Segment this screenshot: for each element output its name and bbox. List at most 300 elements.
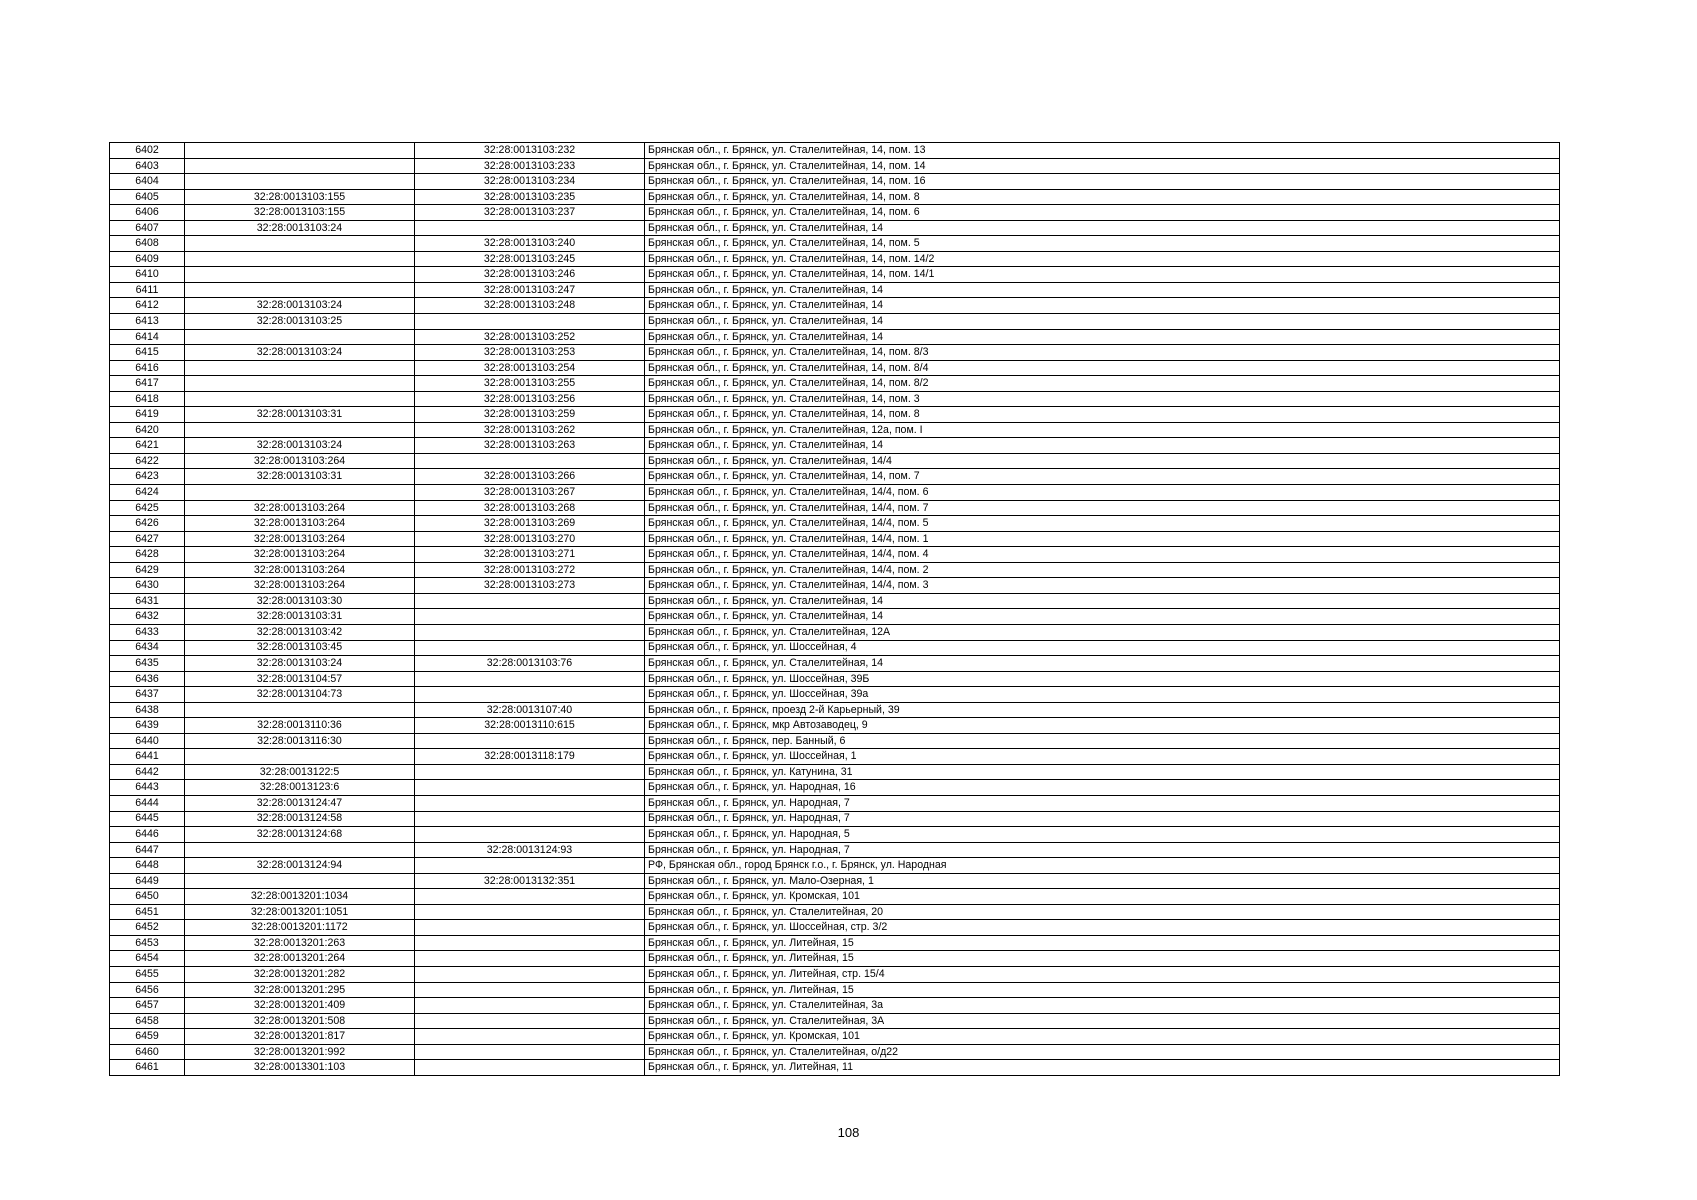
- cadastral-number-cell: 32:28:0013103:269: [415, 516, 645, 532]
- table-row: [110, 1029, 1560, 1045]
- cadastral-number-cell: 32:28:0013103:266: [415, 469, 645, 485]
- cadastral-number-cell: [415, 858, 645, 874]
- parent-cadastral-number-cell: [185, 282, 415, 298]
- cadastral-number-cell: [415, 640, 645, 656]
- table-row: [110, 1060, 1560, 1076]
- address-cell: Брянская обл., г. Брянск, ул. Сталелитейная, 14/4, пом. 6: [645, 485, 1560, 501]
- cadastral-number-cell: 32:28:0013110:615: [415, 718, 645, 734]
- address-cell: Брянская обл., г. Брянск, ул. Сталелитейная, 14: [645, 609, 1560, 625]
- cadastral-number-cell: [415, 966, 645, 982]
- row-number-cell: 6435: [110, 656, 185, 672]
- address-cell: Брянская обл., г. Брянск, ул. Сталелитейная, 14/4, пом. 1: [645, 531, 1560, 547]
- registry-table-body: [110, 143, 1560, 1076]
- table-row: [110, 298, 1560, 314]
- table-row: [110, 314, 1560, 330]
- parent-cadastral-number-cell: [185, 485, 415, 501]
- address-cell: Брянская обл., г. Брянск, ул. Литейная, 11: [645, 1060, 1560, 1076]
- cadastral-number-cell: 32:28:0013103:240: [415, 236, 645, 252]
- address-cell: Брянская обл., г. Брянск, ул. Сталелитейная, 14, пом. 16: [645, 174, 1560, 190]
- parent-cadastral-number-cell: 32:28:0013201:263: [185, 935, 415, 951]
- parent-cadastral-number-cell: 32:28:0013301:103: [185, 1060, 415, 1076]
- cadastral-number-cell: [415, 453, 645, 469]
- cadastral-number-cell: [415, 920, 645, 936]
- row-number-cell: 6444: [110, 795, 185, 811]
- cadastral-number-cell: [415, 982, 645, 998]
- cadastral-number-cell: [415, 764, 645, 780]
- address-cell: Брянская обл., г. Брянск, ул. Народная, 7: [645, 842, 1560, 858]
- address-cell: Брянская обл., г. Брянск, ул. Сталелитейная, 14, пом. 8: [645, 189, 1560, 205]
- row-number-cell: 6432: [110, 609, 185, 625]
- row-number-cell: 6439: [110, 718, 185, 734]
- table-row: [110, 236, 1560, 252]
- row-number-cell: 6460: [110, 1044, 185, 1060]
- registry-table: [109, 142, 1560, 1076]
- cadastral-number-cell: 32:28:0013103:267: [415, 485, 645, 501]
- row-number-cell: 6453: [110, 935, 185, 951]
- row-number-cell: 6437: [110, 687, 185, 703]
- row-number-cell: 6447: [110, 842, 185, 858]
- address-cell: Брянская обл., г. Брянск, проезд 2-й Карьерный, 39: [645, 702, 1560, 718]
- parent-cadastral-number-cell: 32:28:0013103:31: [185, 469, 415, 485]
- parent-cadastral-number-cell: 32:28:0013201:409: [185, 998, 415, 1014]
- row-number-cell: 6414: [110, 329, 185, 345]
- address-cell: Брянская обл., г. Брянск, ул. Сталелитейная, 12А: [645, 624, 1560, 640]
- table-row: [110, 578, 1560, 594]
- cadastral-number-cell: 32:28:0013103:271: [415, 547, 645, 563]
- row-number-cell: 6428: [110, 547, 185, 563]
- row-number-cell: 6423: [110, 469, 185, 485]
- address-cell: Брянская обл., г. Брянск, ул. Сталелитейная, 14/4, пом. 5: [645, 516, 1560, 532]
- cadastral-number-cell: 32:28:0013103:270: [415, 531, 645, 547]
- table-row: [110, 671, 1560, 687]
- address-cell: Брянская обл., г. Брянск, ул. Шоссейная, стр. 3/2: [645, 920, 1560, 936]
- row-number-cell: 6433: [110, 624, 185, 640]
- row-number-cell: 6419: [110, 407, 185, 423]
- address-cell: Брянская обл., г. Брянск, ул. Сталелитейная, 14/4, пом. 3: [645, 578, 1560, 594]
- parent-cadastral-number-cell: 32:28:0013103:42: [185, 624, 415, 640]
- cadastral-number-cell: 32:28:0013103:263: [415, 438, 645, 454]
- row-number-cell: 6407: [110, 220, 185, 236]
- parent-cadastral-number-cell: 32:28:0013201:1034: [185, 889, 415, 905]
- table-row: [110, 593, 1560, 609]
- cadastral-number-cell: 32:28:0013103:234: [415, 174, 645, 190]
- parent-cadastral-number-cell: 32:28:0013201:1051: [185, 904, 415, 920]
- cadastral-number-cell: [415, 951, 645, 967]
- parent-cadastral-number-cell: [185, 251, 415, 267]
- parent-cadastral-number-cell: 32:28:0013103:30: [185, 593, 415, 609]
- address-cell: Брянская обл., г. Брянск, ул. Сталелитейная, 14, пом. 14/2: [645, 251, 1560, 267]
- table-row: [110, 516, 1560, 532]
- row-number-cell: 6457: [110, 998, 185, 1014]
- parent-cadastral-number-cell: 32:28:0013103:24: [185, 220, 415, 236]
- table-row: [110, 749, 1560, 765]
- row-number-cell: 6420: [110, 422, 185, 438]
- address-cell: Брянская обл., г. Брянск, ул. Народная, 5: [645, 827, 1560, 843]
- row-number-cell: 6412: [110, 298, 185, 314]
- row-number-cell: 6408: [110, 236, 185, 252]
- table-row: [110, 1044, 1560, 1060]
- table-row: [110, 251, 1560, 267]
- parent-cadastral-number-cell: 32:28:0013103:264: [185, 453, 415, 469]
- cadastral-number-cell: [415, 687, 645, 703]
- address-cell: Брянская обл., г. Брянск, ул. Литейная, стр. 15/4: [645, 966, 1560, 982]
- cadastral-number-cell: 32:28:0013103:237: [415, 205, 645, 221]
- row-number-cell: 6452: [110, 920, 185, 936]
- address-cell: Брянская обл., г. Брянск, ул. Литейная, 15: [645, 935, 1560, 951]
- parent-cadastral-number-cell: 32:28:0013116:30: [185, 733, 415, 749]
- table-row: [110, 143, 1560, 159]
- cadastral-number-cell: 32:28:0013103:248: [415, 298, 645, 314]
- parent-cadastral-number-cell: 32:28:0013103:264: [185, 547, 415, 563]
- cadastral-number-cell: [415, 671, 645, 687]
- row-number-cell: 6424: [110, 485, 185, 501]
- row-number-cell: 6426: [110, 516, 185, 532]
- address-cell: Брянская обл., г. Брянск, ул. Сталелитейная, о/д22: [645, 1044, 1560, 1060]
- parent-cadastral-number-cell: 32:28:0013201:817: [185, 1029, 415, 1045]
- address-cell: Брянская обл., г. Брянск, ул. Шоссейная, 39Б: [645, 671, 1560, 687]
- parent-cadastral-number-cell: [185, 267, 415, 283]
- row-number-cell: 6454: [110, 951, 185, 967]
- table-row: [110, 780, 1560, 796]
- cadastral-number-cell: 32:28:0013103:235: [415, 189, 645, 205]
- parent-cadastral-number-cell: 32:28:0013103:264: [185, 516, 415, 532]
- row-number-cell: 6451: [110, 904, 185, 920]
- cadastral-number-cell: [415, 1013, 645, 1029]
- row-number-cell: 6456: [110, 982, 185, 998]
- parent-cadastral-number-cell: [185, 842, 415, 858]
- cadastral-number-cell: 32:28:0013103:272: [415, 562, 645, 578]
- parent-cadastral-number-cell: 32:28:0013103:45: [185, 640, 415, 656]
- table-row: [110, 1013, 1560, 1029]
- parent-cadastral-number-cell: 32:28:0013122:5: [185, 764, 415, 780]
- cadastral-number-cell: 32:28:0013103:253: [415, 345, 645, 361]
- row-number-cell: 6409: [110, 251, 185, 267]
- cadastral-number-cell: [415, 780, 645, 796]
- address-cell: Брянская обл., г. Брянск, ул. Шоссейная, 39а: [645, 687, 1560, 703]
- parent-cadastral-number-cell: 32:28:0013124:47: [185, 795, 415, 811]
- address-cell: Брянская обл., г. Брянск, ул. Сталелитейная, 14, пом. 13: [645, 143, 1560, 159]
- address-cell: Брянская обл., г. Брянск, ул. Сталелитейная, 3а: [645, 998, 1560, 1014]
- address-cell: Брянская обл., г. Брянск, ул. Литейная, 15: [645, 982, 1560, 998]
- cadastral-number-cell: 32:28:0013107:40: [415, 702, 645, 718]
- parent-cadastral-number-cell: 32:28:0013103:264: [185, 578, 415, 594]
- cadastral-number-cell: [415, 904, 645, 920]
- table-row: [110, 889, 1560, 905]
- parent-cadastral-number-cell: 32:28:0013103:264: [185, 500, 415, 516]
- cadastral-number-cell: [415, 1060, 645, 1076]
- table-row: [110, 718, 1560, 734]
- parent-cadastral-number-cell: [185, 329, 415, 345]
- address-cell: Брянская обл., г. Брянск, ул. Сталелитейная, 14/4, пом. 2: [645, 562, 1560, 578]
- row-number-cell: 6449: [110, 873, 185, 889]
- parent-cadastral-number-cell: 32:28:0013103:24: [185, 345, 415, 361]
- row-number-cell: 6434: [110, 640, 185, 656]
- table-row: [110, 966, 1560, 982]
- parent-cadastral-number-cell: 32:28:0013103:31: [185, 407, 415, 423]
- row-number-cell: 6403: [110, 158, 185, 174]
- row-number-cell: 6418: [110, 391, 185, 407]
- table-row: [110, 469, 1560, 485]
- table-row: [110, 842, 1560, 858]
- table-row: [110, 982, 1560, 998]
- cadastral-number-cell: 32:28:0013103:247: [415, 282, 645, 298]
- parent-cadastral-number-cell: [185, 873, 415, 889]
- table-row: [110, 827, 1560, 843]
- address-cell: Брянская обл., г. Брянск, ул. Катунина, 31: [645, 764, 1560, 780]
- address-cell: Брянская обл., г. Брянск, ул. Сталелитейная, 14, пом. 14: [645, 158, 1560, 174]
- address-cell: Брянская обл., г. Брянск, ул. Сталелитейная, 14: [645, 298, 1560, 314]
- address-cell: Брянская обл., г. Брянск, ул. Сталелитейная, 14: [645, 329, 1560, 345]
- address-cell: Брянская обл., г. Брянск, ул. Сталелитейная, 14, пом. 14/1: [645, 267, 1560, 283]
- cadastral-number-cell: 32:28:0013124:93: [415, 842, 645, 858]
- table-row: [110, 174, 1560, 190]
- address-cell: Брянская обл., г. Брянск, ул. Сталелитейная, 14: [645, 593, 1560, 609]
- row-number-cell: 6436: [110, 671, 185, 687]
- address-cell: Брянская обл., г. Брянск, ул. Сталелитейная, 14, пом. 8/4: [645, 360, 1560, 376]
- cadastral-number-cell: [415, 624, 645, 640]
- address-cell: Брянская обл., г. Брянск, ул. Кромская, 101: [645, 1029, 1560, 1045]
- cadastral-number-cell: [415, 889, 645, 905]
- parent-cadastral-number-cell: [185, 236, 415, 252]
- parent-cadastral-number-cell: 32:28:0013110:36: [185, 718, 415, 734]
- cadastral-number-cell: 32:28:0013103:232: [415, 143, 645, 159]
- parent-cadastral-number-cell: 32:28:0013124:58: [185, 811, 415, 827]
- row-number-cell: 6416: [110, 360, 185, 376]
- parent-cadastral-number-cell: 32:28:0013103:264: [185, 531, 415, 547]
- row-number-cell: 6415: [110, 345, 185, 361]
- parent-cadastral-number-cell: [185, 158, 415, 174]
- table-row: [110, 702, 1560, 718]
- parent-cadastral-number-cell: [185, 376, 415, 392]
- parent-cadastral-number-cell: [185, 360, 415, 376]
- address-cell: Брянская обл., г. Брянск, ул. Сталелитейная, 14, пом. 6: [645, 205, 1560, 221]
- row-number-cell: 6443: [110, 780, 185, 796]
- cadastral-number-cell: [415, 998, 645, 1014]
- row-number-cell: 6440: [110, 733, 185, 749]
- table-row: [110, 267, 1560, 283]
- address-cell: Брянская обл., г. Брянск, ул. Сталелитейная, 14/4, пом. 7: [645, 500, 1560, 516]
- table-row: [110, 438, 1560, 454]
- table-row: [110, 811, 1560, 827]
- cadastral-number-cell: [415, 935, 645, 951]
- address-cell: Брянская обл., г. Брянск, ул. Сталелитейная, 14, пом. 8/3: [645, 345, 1560, 361]
- parent-cadastral-number-cell: 32:28:0013201:1172: [185, 920, 415, 936]
- address-cell: Брянская обл., г. Брянск, ул. Шоссейная, 1: [645, 749, 1560, 765]
- row-number-cell: 6442: [110, 764, 185, 780]
- address-cell: Брянская обл., г. Брянск, ул. Сталелитейная, 14, пом. 8/2: [645, 376, 1560, 392]
- table-row: [110, 220, 1560, 236]
- table-row: [110, 360, 1560, 376]
- row-number-cell: 6417: [110, 376, 185, 392]
- cadastral-number-cell: [415, 811, 645, 827]
- table-row: [110, 376, 1560, 392]
- table-row: [110, 687, 1560, 703]
- address-cell: Брянская обл., г. Брянск, ул. Сталелитейная, 14: [645, 656, 1560, 672]
- table-row: [110, 764, 1560, 780]
- address-cell: Брянская обл., г. Брянск, ул. Шоссейная, 4: [645, 640, 1560, 656]
- row-number-cell: 6429: [110, 562, 185, 578]
- parent-cadastral-number-cell: 32:28:0013201:295: [185, 982, 415, 998]
- parent-cadastral-number-cell: 32:28:0013201:264: [185, 951, 415, 967]
- table-row: [110, 873, 1560, 889]
- parent-cadastral-number-cell: 32:28:0013103:24: [185, 298, 415, 314]
- parent-cadastral-number-cell: 32:28:0013103:155: [185, 205, 415, 221]
- address-cell: Брянская обл., г. Брянск, ул. Народная, 7: [645, 811, 1560, 827]
- parent-cadastral-number-cell: 32:28:0013103:31: [185, 609, 415, 625]
- cadastral-number-cell: 32:28:0013103:254: [415, 360, 645, 376]
- table-row: [110, 562, 1560, 578]
- row-number-cell: 6431: [110, 593, 185, 609]
- parent-cadastral-number-cell: 32:28:0013103:155: [185, 189, 415, 205]
- table-row: [110, 391, 1560, 407]
- address-cell: Брянская обл., г. Брянск, ул. Сталелитейная, 14: [645, 314, 1560, 330]
- cadastral-number-cell: 32:28:0013103:268: [415, 500, 645, 516]
- row-number-cell: 6402: [110, 143, 185, 159]
- table-row: [110, 951, 1560, 967]
- row-number-cell: 6411: [110, 282, 185, 298]
- row-number-cell: 6459: [110, 1029, 185, 1045]
- table-row: [110, 282, 1560, 298]
- table-row: [110, 733, 1560, 749]
- cadastral-number-cell: 32:28:0013103:245: [415, 251, 645, 267]
- parent-cadastral-number-cell: 32:28:0013104:57: [185, 671, 415, 687]
- parent-cadastral-number-cell: [185, 749, 415, 765]
- address-cell: Брянская обл., г. Брянск, ул. Сталелитейная, 14, пом. 8: [645, 407, 1560, 423]
- row-number-cell: 6430: [110, 578, 185, 594]
- parent-cadastral-number-cell: 32:28:0013104:73: [185, 687, 415, 703]
- row-number-cell: 6422: [110, 453, 185, 469]
- address-cell: Брянская обл., г. Брянск, ул. Народная, 16: [645, 780, 1560, 796]
- parent-cadastral-number-cell: 32:28:0013201:992: [185, 1044, 415, 1060]
- table-row: [110, 422, 1560, 438]
- address-cell: Брянская обл., г. Брянск, ул. Сталелитейная, 3А: [645, 1013, 1560, 1029]
- cadastral-number-cell: [415, 795, 645, 811]
- cadastral-number-cell: [415, 220, 645, 236]
- table-row: [110, 329, 1560, 345]
- cadastral-number-cell: 32:28:0013103:246: [415, 267, 645, 283]
- parent-cadastral-number-cell: 32:28:0013103:264: [185, 562, 415, 578]
- row-number-cell: 6445: [110, 811, 185, 827]
- cadastral-number-cell: 32:28:0013103:256: [415, 391, 645, 407]
- row-number-cell: 6427: [110, 531, 185, 547]
- cadastral-number-cell: [415, 314, 645, 330]
- address-cell: Брянская обл., г. Брянск, ул. Литейная, 15: [645, 951, 1560, 967]
- table-row: [110, 920, 1560, 936]
- cadastral-number-cell: [415, 1029, 645, 1045]
- table-row: [110, 407, 1560, 423]
- parent-cadastral-number-cell: 32:28:0013124:68: [185, 827, 415, 843]
- table-row: [110, 935, 1560, 951]
- table-row: [110, 858, 1560, 874]
- row-number-cell: 6455: [110, 966, 185, 982]
- table-row: [110, 904, 1560, 920]
- table-row: [110, 531, 1560, 547]
- parent-cadastral-number-cell: [185, 702, 415, 718]
- address-cell: Брянская обл., г. Брянск, ул. Сталелитейная, 14/4, пом. 4: [645, 547, 1560, 563]
- address-cell: Брянская обл., г. Брянск, ул. Мало-Озерная, 1: [645, 873, 1560, 889]
- address-cell: Брянская обл., г. Брянск, ул. Сталелитейная, 20: [645, 904, 1560, 920]
- cadastral-number-cell: [415, 609, 645, 625]
- cadastral-number-cell: [415, 1044, 645, 1060]
- cadastral-number-cell: 32:28:0013103:233: [415, 158, 645, 174]
- parent-cadastral-number-cell: 32:28:0013123:6: [185, 780, 415, 796]
- table-row: [110, 500, 1560, 516]
- address-cell: Брянская обл., г. Брянск, ул. Народная, 7: [645, 795, 1560, 811]
- address-cell: Брянская обл., г. Брянск, ул. Сталелитейная, 14: [645, 282, 1560, 298]
- address-cell: Брянская обл., г. Брянск, ул. Кромская, 101: [645, 889, 1560, 905]
- parent-cadastral-number-cell: [185, 391, 415, 407]
- row-number-cell: 6441: [110, 749, 185, 765]
- parent-cadastral-number-cell: [185, 174, 415, 190]
- row-number-cell: 6438: [110, 702, 185, 718]
- row-number-cell: 6406: [110, 205, 185, 221]
- row-number-cell: 6461: [110, 1060, 185, 1076]
- cadastral-number-cell: [415, 593, 645, 609]
- address-cell: Брянская обл., г. Брянск, мкр Автозаводец, 9: [645, 718, 1560, 734]
- row-number-cell: 6413: [110, 314, 185, 330]
- row-number-cell: 6410: [110, 267, 185, 283]
- address-cell: Брянская обл., г. Брянск, ул. Сталелитейная, 14, пом. 3: [645, 391, 1560, 407]
- parent-cadastral-number-cell: 32:28:0013103:25: [185, 314, 415, 330]
- row-number-cell: 6448: [110, 858, 185, 874]
- cadastral-number-cell: 32:28:0013103:255: [415, 376, 645, 392]
- table-row: [110, 998, 1560, 1014]
- row-number-cell: 6405: [110, 189, 185, 205]
- parent-cadastral-number-cell: 32:28:0013201:282: [185, 966, 415, 982]
- cadastral-number-cell: 32:28:0013118:179: [415, 749, 645, 765]
- table-row: [110, 205, 1560, 221]
- table-row: [110, 485, 1560, 501]
- table-row: [110, 795, 1560, 811]
- parent-cadastral-number-cell: 32:28:0013201:508: [185, 1013, 415, 1029]
- table-row: [110, 158, 1560, 174]
- table-row: [110, 656, 1560, 672]
- parent-cadastral-number-cell: [185, 143, 415, 159]
- row-number-cell: 6458: [110, 1013, 185, 1029]
- cadastral-number-cell: 32:28:0013103:262: [415, 422, 645, 438]
- cadastral-number-cell: 32:28:0013103:273: [415, 578, 645, 594]
- row-number-cell: 6404: [110, 174, 185, 190]
- table-row: [110, 624, 1560, 640]
- table-row: [110, 609, 1560, 625]
- address-cell: Брянская обл., г. Брянск, ул. Сталелитейная, 14: [645, 220, 1560, 236]
- parent-cadastral-number-cell: 32:28:0013103:24: [185, 438, 415, 454]
- cadastral-number-cell: [415, 827, 645, 843]
- row-number-cell: 6421: [110, 438, 185, 454]
- cadastral-number-cell: [415, 733, 645, 749]
- cadastral-number-cell: 32:28:0013132:351: [415, 873, 645, 889]
- page-number: 108: [837, 1125, 860, 1140]
- address-cell: Брянская обл., г. Брянск, пер. Банный, 6: [645, 733, 1560, 749]
- table-row: [110, 345, 1560, 361]
- address-cell: Брянская обл., г. Брянск, ул. Сталелитейная, 12а, пом. I: [645, 422, 1560, 438]
- address-cell: Брянская обл., г. Брянск, ул. Сталелитейная, 14: [645, 438, 1560, 454]
- table-row: [110, 640, 1560, 656]
- cadastral-number-cell: 32:28:0013103:259: [415, 407, 645, 423]
- parent-cadastral-number-cell: [185, 422, 415, 438]
- cadastral-number-cell: 32:28:0013103:252: [415, 329, 645, 345]
- parent-cadastral-number-cell: 32:28:0013103:24: [185, 656, 415, 672]
- cadastral-number-cell: 32:28:0013103:76: [415, 656, 645, 672]
- table-row: [110, 547, 1560, 563]
- address-cell: Брянская обл., г. Брянск, ул. Сталелитейная, 14, пом. 5: [645, 236, 1560, 252]
- row-number-cell: 6425: [110, 500, 185, 516]
- address-cell: Брянская обл., г. Брянск, ул. Сталелитейная, 14/4: [645, 453, 1560, 469]
- table-row: [110, 189, 1560, 205]
- row-number-cell: 6450: [110, 889, 185, 905]
- address-cell: Брянская обл., г. Брянск, ул. Сталелитейная, 14, пом. 7: [645, 469, 1560, 485]
- row-number-cell: 6446: [110, 827, 185, 843]
